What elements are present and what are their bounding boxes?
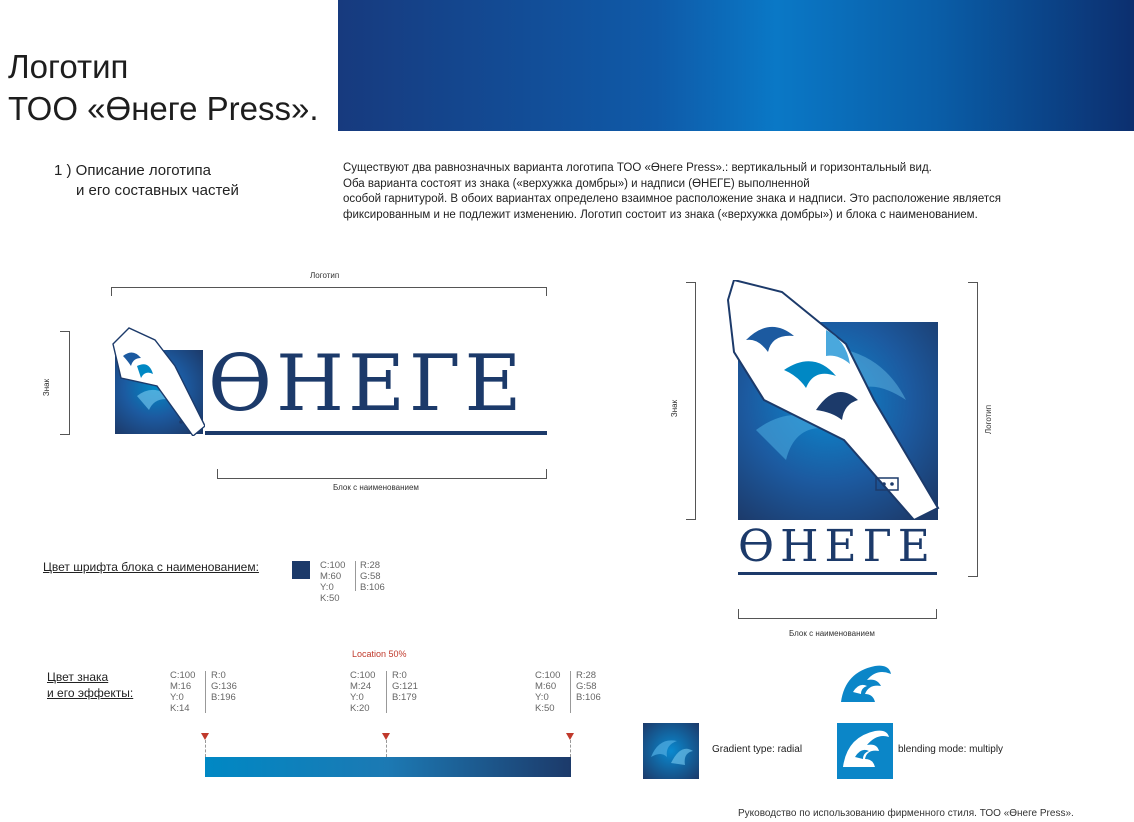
gradient-type-label: Gradient type: radial (712, 744, 803, 755)
description-line: Оба варианта состоят из знака («верхужка домбры») и надписи (ӨНЕГЕ) выполненной (343, 177, 810, 190)
stop-1-rgb (211, 670, 237, 703)
cmyk-value: Y:0 (350, 692, 364, 703)
section-line-1: 1 ) Описание логотипа (54, 162, 211, 179)
dimension-tick (686, 519, 695, 520)
cmyk-value: C:100 (535, 670, 561, 681)
rgb-value: B:106 (360, 582, 385, 593)
sign-dimension-label: Знак (670, 399, 680, 418)
vertical-wordmark: ӨНЕГЕ (738, 521, 936, 572)
sign-dimension-line (695, 282, 696, 520)
dimension-tick (217, 469, 218, 478)
horizontal-wordmark: ӨНЕГЕ (208, 339, 526, 429)
section-line-2: и его составных частей (76, 182, 239, 199)
stop-3-rgb (576, 670, 601, 703)
dimension-tick (936, 609, 937, 618)
rgb-value: R:0 (392, 670, 407, 681)
marker-guide (205, 740, 207, 757)
wordmark-underline (738, 572, 937, 575)
cmyk-value: M:24 (350, 681, 372, 692)
divider (355, 561, 356, 591)
gradient-stop-marker[interactable] (382, 733, 390, 740)
rgb-value: B:106 (576, 692, 601, 703)
cmyk-value: C:100 (320, 560, 346, 571)
stop-3-cmyk (535, 670, 560, 714)
gradient-stop-marker[interactable] (201, 733, 209, 740)
sign-dimension-line (69, 331, 70, 435)
location-label: Location 50% (352, 649, 407, 659)
rgb-value: G:58 (360, 571, 381, 582)
marker-guide (386, 740, 388, 757)
block-dimension-line (738, 618, 937, 619)
cmyk-value: C:100 (350, 670, 376, 681)
dimension-tick (968, 576, 977, 577)
rgb-value: R:0 (211, 670, 226, 681)
cmyk-value: Y:0 (320, 582, 334, 593)
header-banner (338, 0, 1134, 131)
sign-color-title-line: и его эффекты: (47, 686, 134, 700)
cmyk-value: K:20 (350, 703, 370, 714)
title-line-1: Логотип (8, 48, 129, 85)
dimension-tick (686, 282, 695, 283)
cmyk-value: K:50 (320, 593, 340, 604)
description-line: Существуют два равнозначных варианта логотипа ТОО «Өнеге Press».: вертикальный и горизонтальный вид. (343, 162, 932, 174)
sign-color-title-line: Цвет знака (47, 670, 109, 684)
stop-2-rgb (392, 670, 418, 703)
sign-dimension-label: Знак (42, 378, 52, 397)
font-color-swatch (292, 561, 310, 579)
dimension-tick (60, 331, 69, 332)
rgb-value: G:136 (211, 681, 237, 692)
dimension-tick (968, 282, 977, 283)
radial-sign-sample-icon (643, 723, 699, 779)
rgb-value: B:179 (392, 692, 417, 703)
gradient-bar (205, 757, 571, 777)
logo-dimension-label: Логотип (310, 271, 340, 280)
flat-sign-sample-icon (837, 662, 893, 714)
rgb-value: R:28 (360, 560, 381, 571)
logo-dimension-line (111, 287, 547, 288)
cmyk-value: M:16 (170, 681, 192, 692)
gradient-stop-marker[interactable] (566, 733, 574, 740)
multiply-sign-sample-icon (837, 723, 893, 779)
cmyk-value: M:60 (535, 681, 557, 692)
rgb-value: B:196 (211, 692, 236, 703)
block-dimension-line (217, 478, 547, 479)
font-color-cmyk (320, 560, 345, 604)
wordmark-underline (205, 431, 547, 435)
blending-mode-label: blending mode: multiply (898, 744, 1004, 755)
rgb-value: G:58 (576, 681, 597, 692)
logo-dimension-label: Логотип (984, 404, 994, 435)
footer-text: Руководство по использованию фирменного стиля. ТОО «Өнеге Press». (738, 808, 1074, 819)
dombra-sign-icon-large (726, 280, 940, 520)
title-line-2: ТОО «Өнеге Press». (8, 90, 319, 127)
logo-dimension-line (977, 282, 978, 577)
description-line: особой гарнитурой. В обоих вариантах определено взаимное расположение знака и надписи. Это расположение является (343, 193, 1001, 205)
cmyk-value: M:60 (320, 571, 342, 582)
font-color-rgb (360, 560, 385, 593)
dimension-tick (546, 287, 547, 296)
rgb-value: R:28 (576, 670, 597, 681)
cmyk-value: K:14 (170, 703, 190, 714)
description (343, 161, 1083, 223)
divider (570, 671, 571, 713)
stop-2-cmyk (350, 670, 375, 714)
description-line: фиксированным и не подлежит изменению. Логотип состоит из знака («верхужка домбры») и блока с наименованием. (343, 208, 978, 221)
dimension-tick (738, 609, 739, 618)
divider (205, 671, 206, 713)
cmyk-value: K:50 (535, 703, 555, 714)
cmyk-value: Y:0 (535, 692, 549, 703)
cmyk-value: C:100 (170, 670, 196, 681)
font-color-title: Цвет шрифта блока с наименованием: (43, 560, 259, 574)
section-heading (54, 161, 239, 201)
block-dimension-label: Блок с наименованием (333, 483, 419, 492)
dimension-tick (60, 434, 69, 435)
dimension-tick (546, 469, 547, 478)
dombra-sign-icon (107, 326, 205, 436)
dimension-tick (111, 287, 112, 296)
rgb-value: G:121 (392, 681, 418, 692)
sign-color-title (47, 669, 133, 701)
stop-1-cmyk (170, 670, 195, 714)
page-title (8, 46, 319, 130)
divider (386, 671, 387, 713)
cmyk-value: Y:0 (170, 692, 184, 703)
marker-guide (570, 740, 572, 757)
block-dimension-label: Блок с наименованием (789, 629, 875, 638)
